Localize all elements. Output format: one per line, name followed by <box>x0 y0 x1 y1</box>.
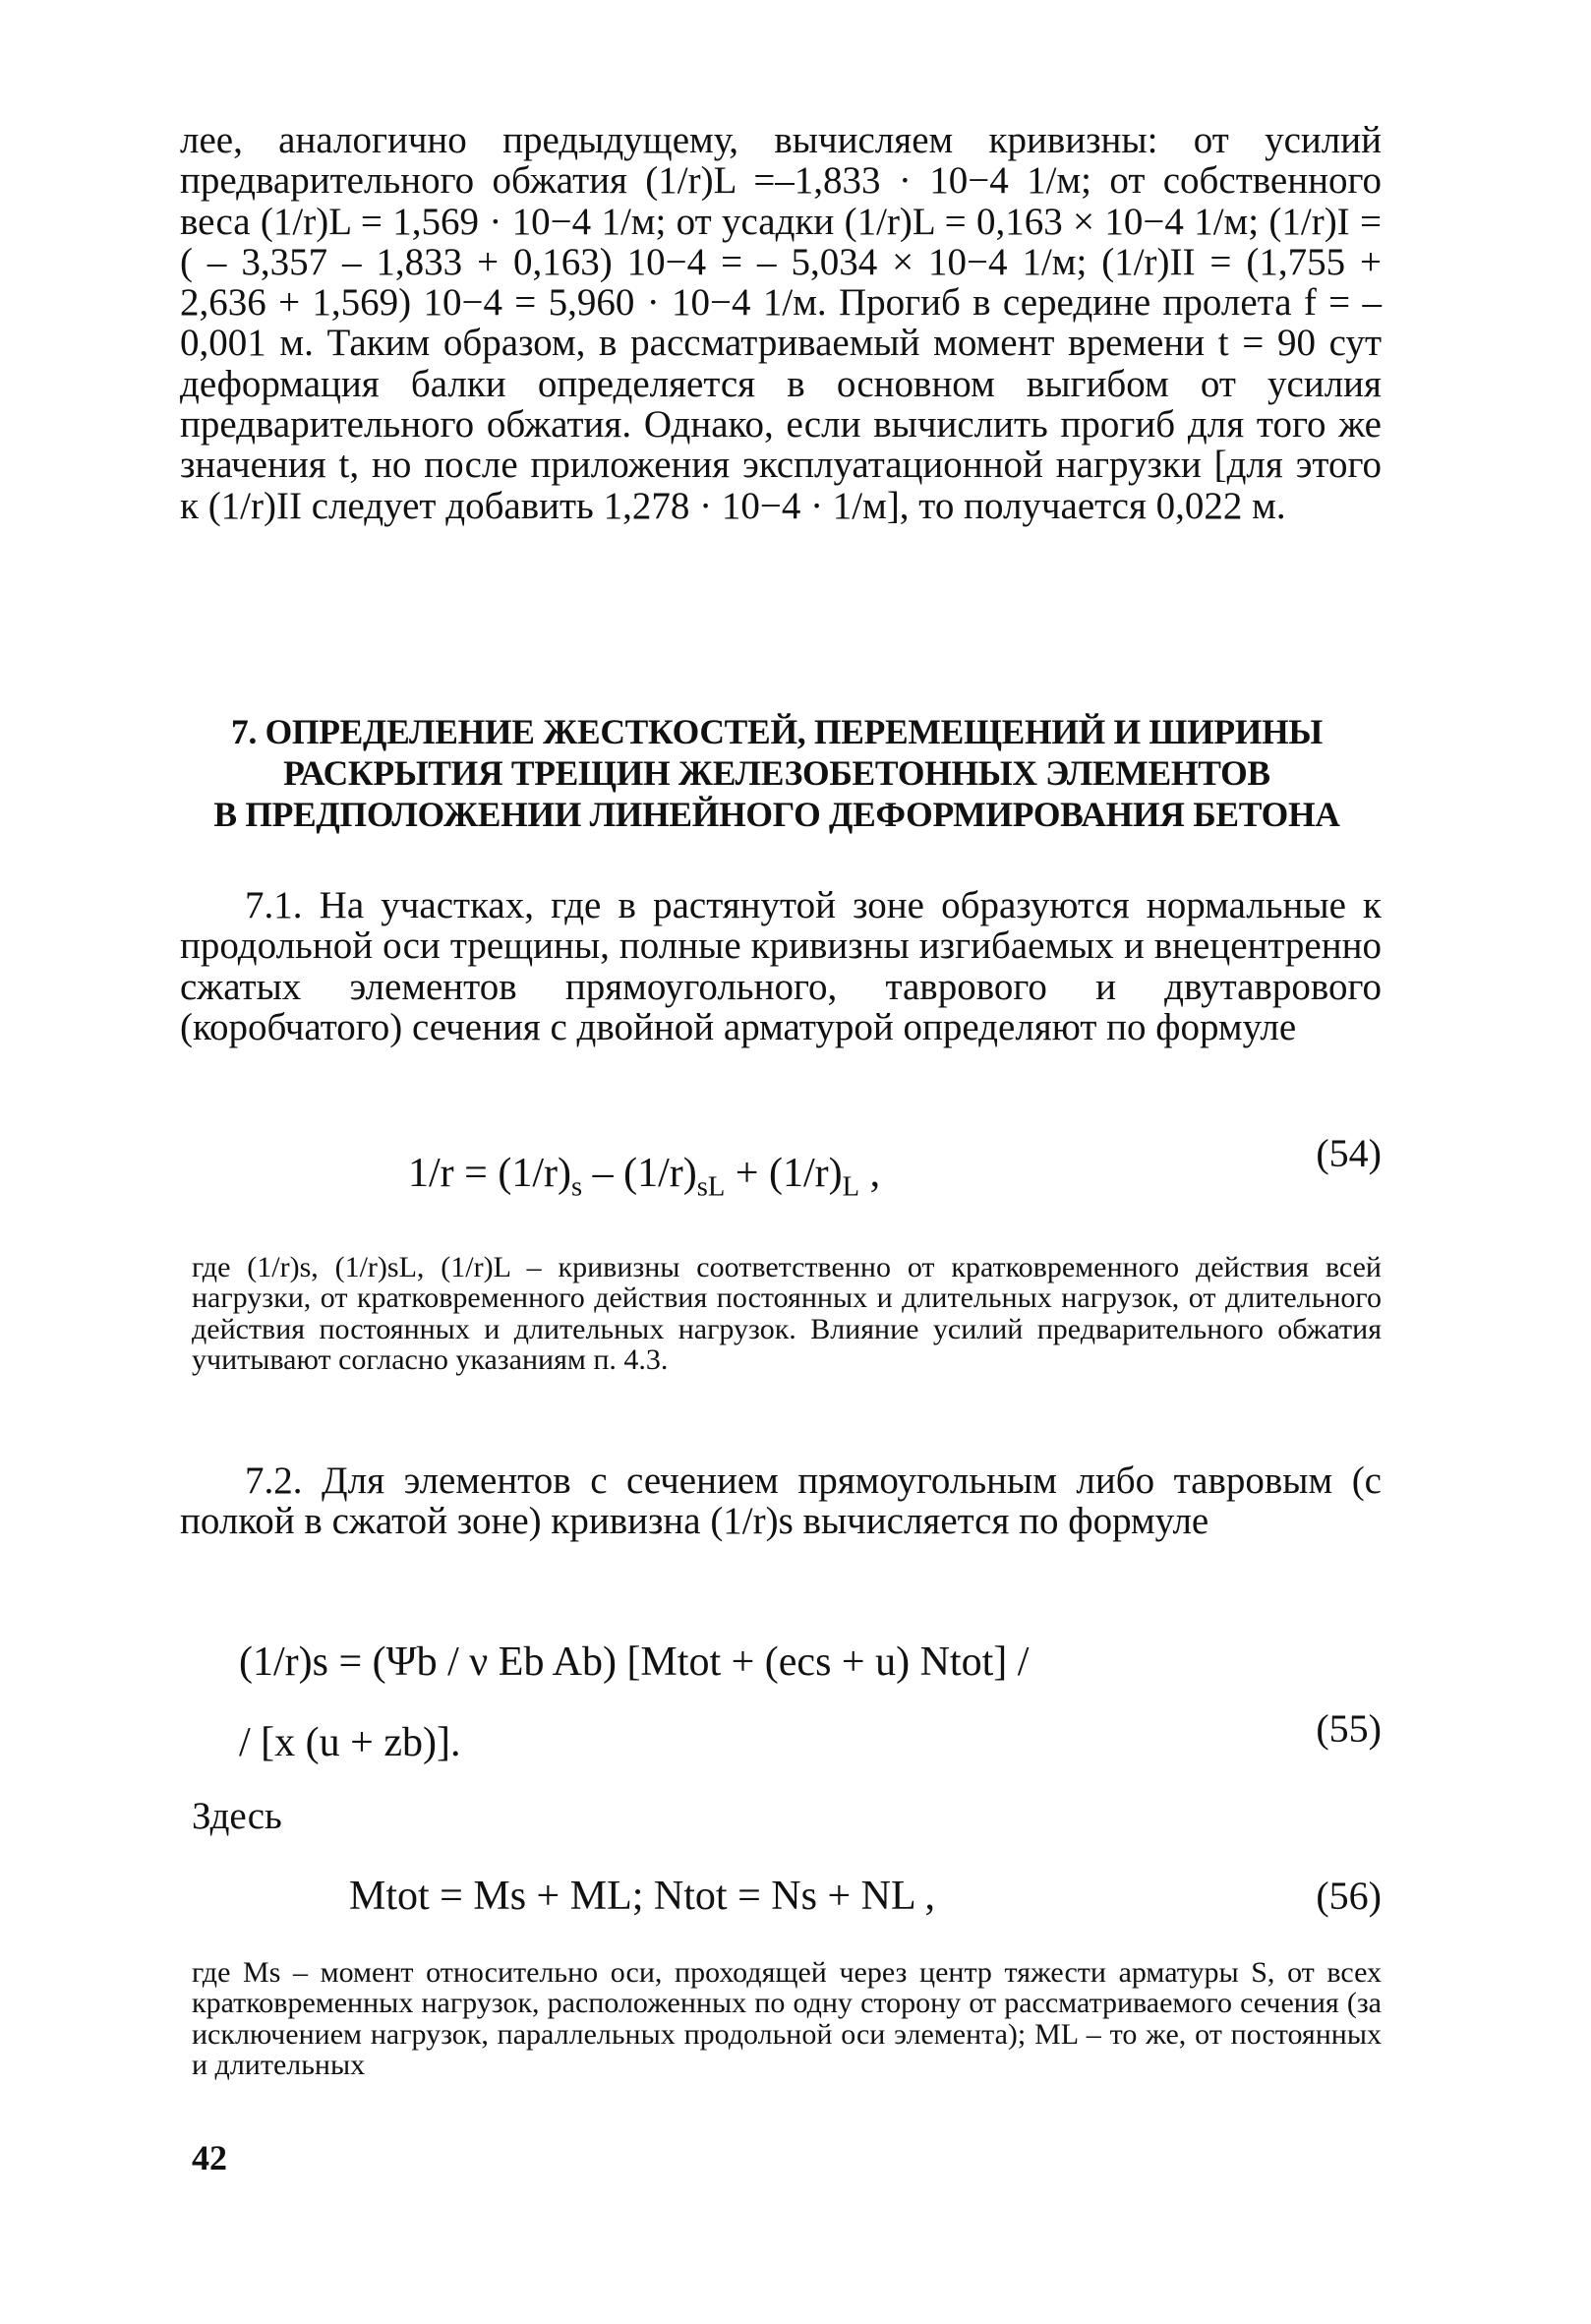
formula-54-sub-l: L <box>842 1171 860 1203</box>
formula-55-line-1: (1/r)s = (Ψb / ν Eb Ab) [Mtot + (ecs + u) Ntot] / <box>239 1639 1030 1685</box>
formula-56: Mtot = Ms + ML; Ntot = Ns + NL , <box>349 1874 936 1919</box>
formula-54-plus: + (1/r) <box>725 1151 843 1196</box>
equation-number-54: (54) <box>1316 1131 1382 1175</box>
formula-54-lhs: 1/r = (1/r) <box>408 1151 571 1196</box>
page-number: 42 <box>192 2138 227 2177</box>
formula-54-minus: – (1/r) <box>582 1151 697 1196</box>
formula-54-sub-s: s <box>570 1171 583 1203</box>
formula-54-tail: , <box>859 1151 881 1196</box>
paragraph-7-1: 7.1. На участках, где в растянутой зоне образуются нормальные к продольной оси трещины, полные кривизны изгибаемых и внецентренно сжатых элементов прямоугольного, таврового и двутаврового (коробчатого) сечения с двойной арматурой определяют по формуле <box>180 884 1382 1048</box>
paragraph-7-2: 7.2. Для элементов с сечением прямоугольным либо тавровым (с полкой в сжатой зоне) кривизна (1/r)s вычисляется по формуле <box>180 1460 1382 1543</box>
heading-line-2: РАСКРЫТИЯ ТРЕЩИН ЖЕЛЕЗОБЕТОННЫХ ЭЛЕМЕНТОВ <box>283 753 1270 793</box>
note-moments: где Ms – момент относительно оси, проходящей через центр тяжести арматуры S, от всех кратковременных нагрузок, расположенных по одну сторону от рассматриваемого сечения (за исключением нагрузок, параллельных продольной оси элемента); ML – то же, от постоянных и длительных <box>192 1956 1382 2082</box>
section-heading <box>172 711 1382 835</box>
heading-line-3: В ПРЕДПОЛОЖЕНИИ ЛИНЕЙНОГО ДЕФОРМИРОВАНИЯ БЕТОНА <box>213 795 1340 834</box>
formula-55-line-2: / [x (u + zb)]. <box>239 1720 461 1765</box>
equation-number-55: (55) <box>1316 1706 1382 1751</box>
formula-54 <box>408 1149 881 1203</box>
zdes-label: Здесь <box>192 1795 282 1837</box>
intro-paragraph: лее, аналогично предыдущему, вычисляем кривизны: от усилий предварительного обжатия (1/r)L =–1,833 · 10−4 1/м; от собственного веса (1/r)L = 1,569 · 10−4 1/м; от усадки (1/r)L = 0,163 × 10−4 1/м; (1/r)I = ( – 3,357 – 1,833 + 0,163) 10−4 = – 5,034 × 10−4 1/м; (1/r)II = (1,755 + 2,636 + 1,569) 10−4 = 5,960 · 10−4 1/м. Прогиб в середине пролета f = – 0,001 м. Таким образом, в рассматриваемый момент времени t = 90 сут деформация балки определяется в основном выгибом от усилия предварительного обжатия. Однако, если вычислить прогиб для того же значения t, но после приложения эксплуатационной нагрузки [для этого к (1/r)II следует добавить 1,278 · 10−4 · 1/м], то получается 0,022 м. <box>180 119 1382 527</box>
heading-line-1: 7. ОПРЕДЕЛЕНИЕ ЖЕСТКОСТЕЙ, ПЕРЕМЕЩЕНИЙ И ШИРИНЫ <box>231 712 1323 751</box>
equation-number-56: (56) <box>1316 1874 1382 1918</box>
note-curvatures: где (1/r)s, (1/r)sL, (1/r)L – кривизны соответственно от кратковременного действия всей нагрузки, от кратковременного действия постоянных и длительных нагрузок, от длительного действия постоянных и длительных нагрузок. Влияние усилий предварительного обжатия учитывают согласно указаниям п. 4.3. <box>192 1251 1382 1377</box>
formula-54-sub-sl: sL <box>696 1171 726 1203</box>
